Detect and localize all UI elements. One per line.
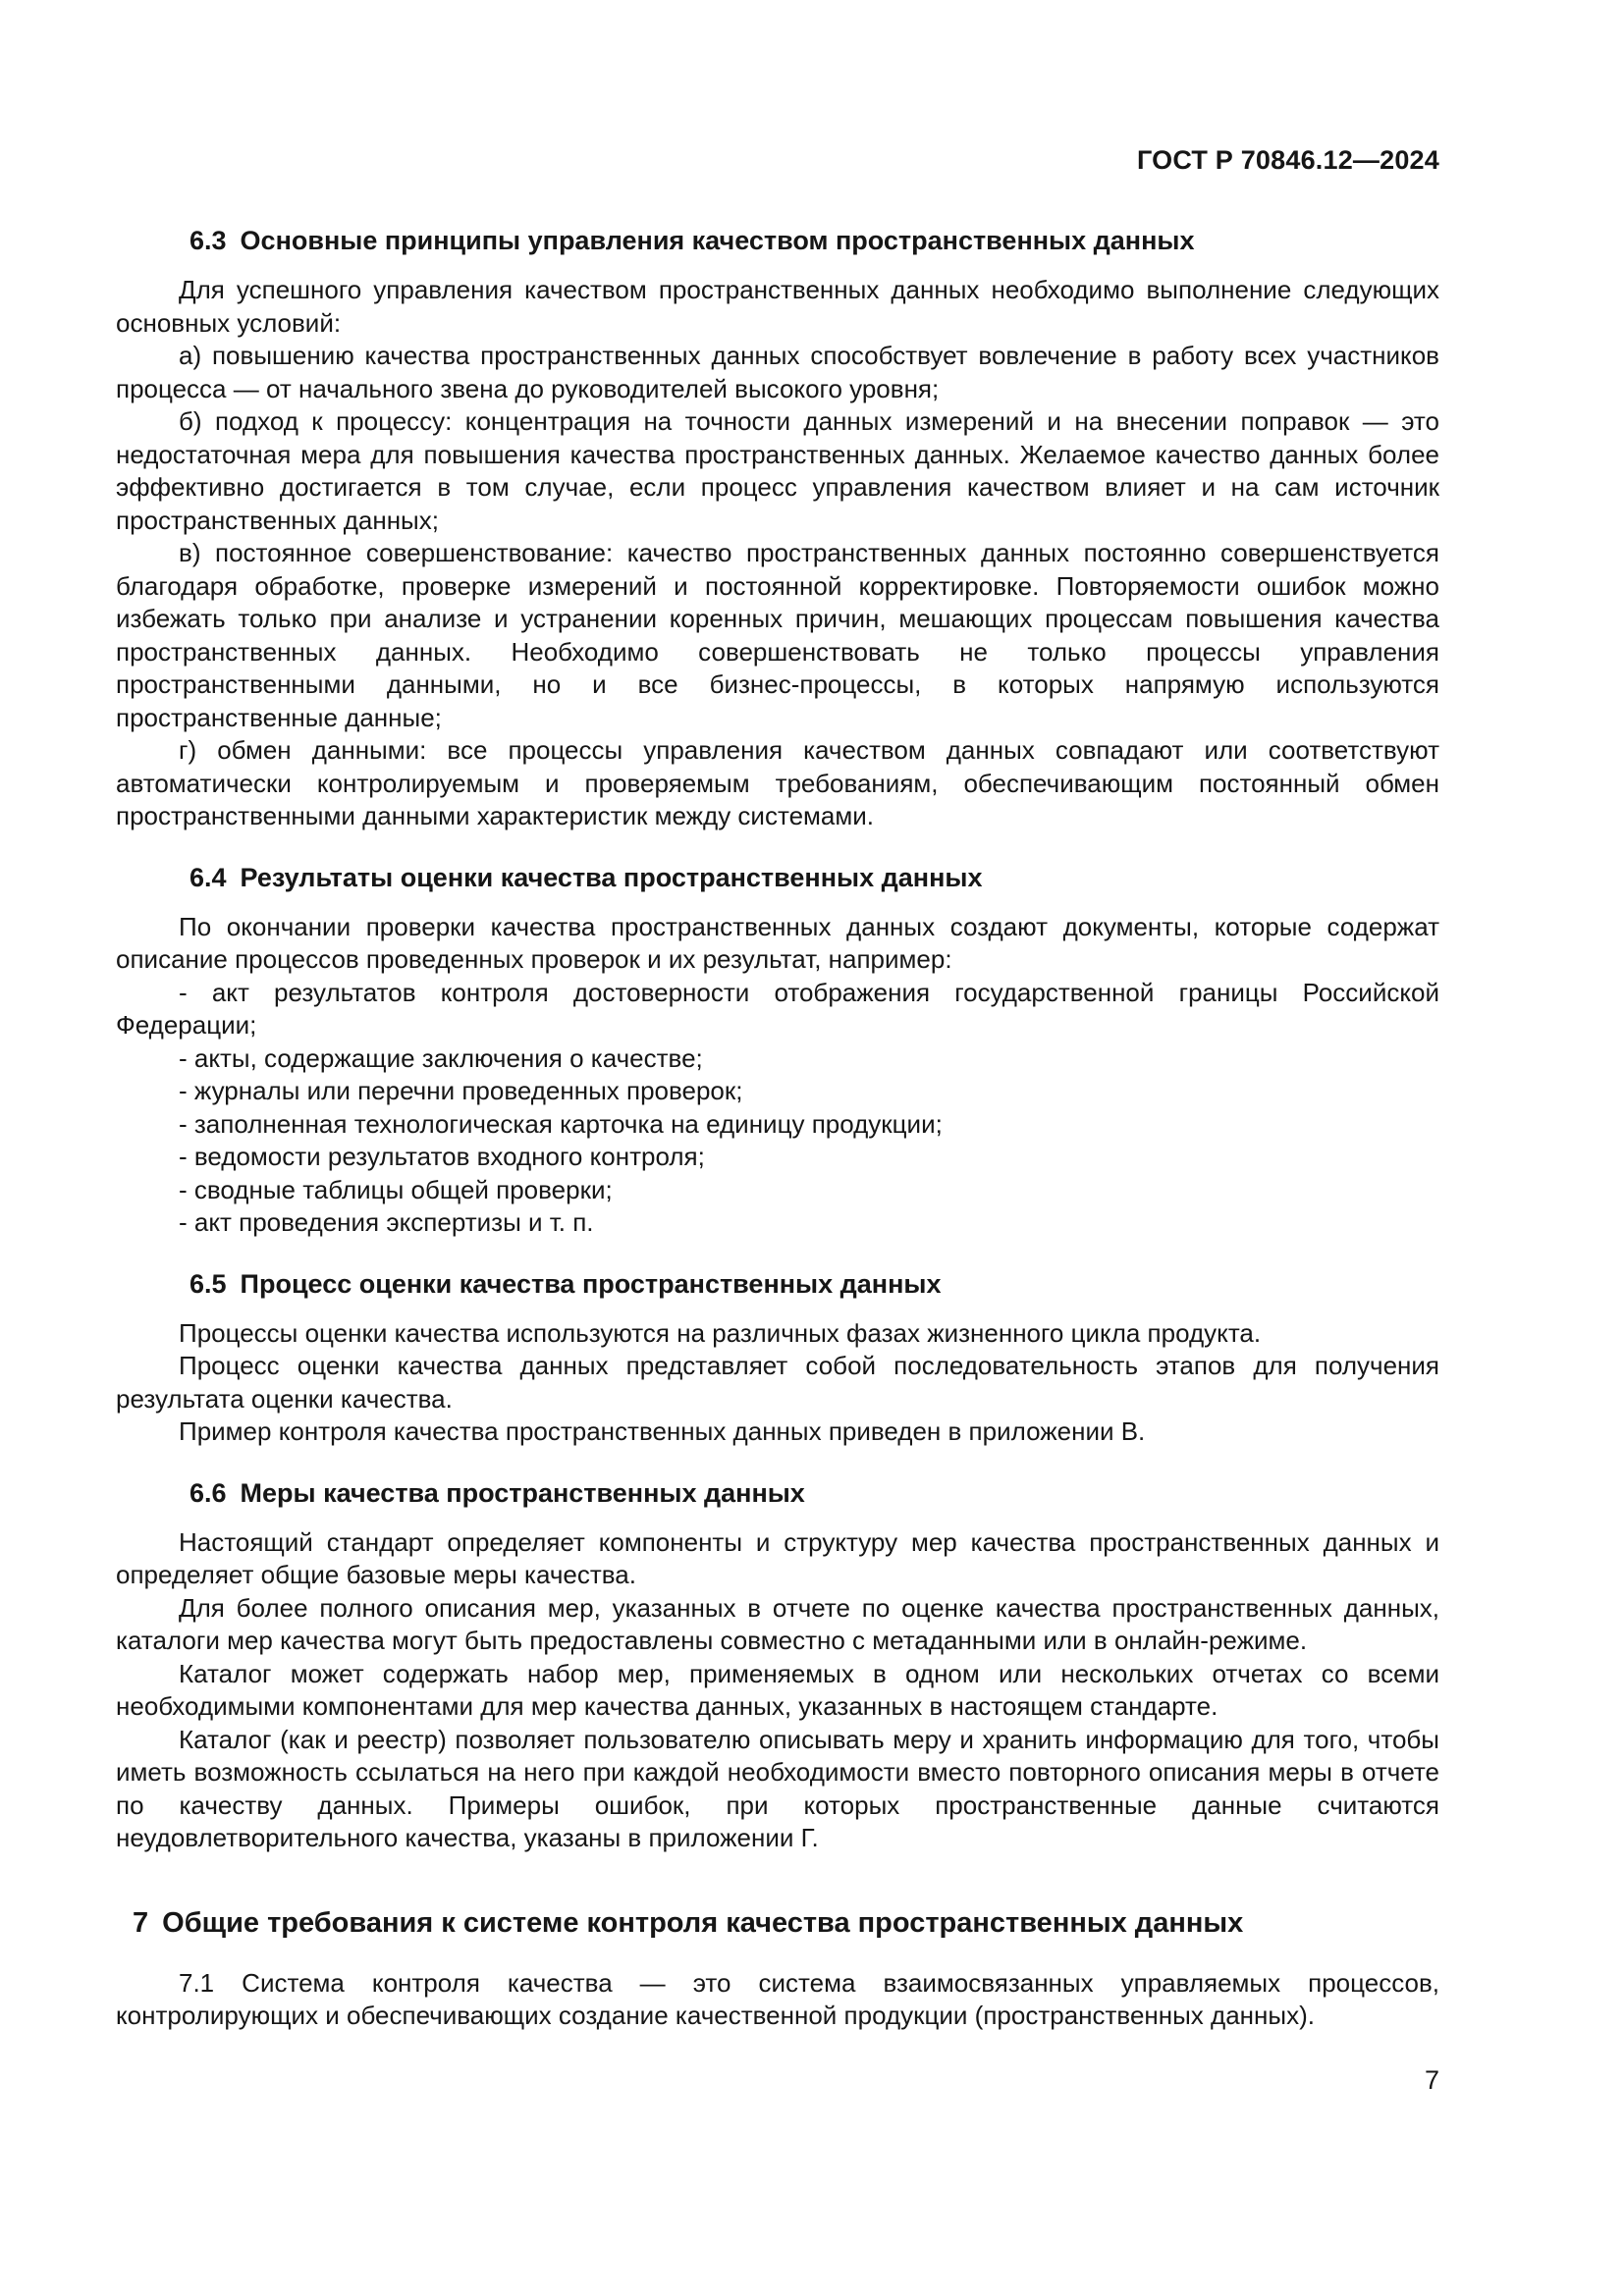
paragraph: По окончании проверки качества пространственных данных создают документы, которые содержат описание процессов проведенных проверок и их результат, например: bbox=[116, 911, 1439, 974]
list-item: - сводные таблицы общей проверки; bbox=[179, 1174, 613, 1204]
list-item: - акты, содержащие заключения о качестве; bbox=[179, 1042, 703, 1073]
section-heading-6-3 bbox=[116, 224, 1439, 257]
paragraph: Для более полного описания мер, указанных в отчете по оценке качества пространственных данных, каталоги мер качества могут быть предоставлены совместно с метаданными или в онлайн-режиме. bbox=[116, 1592, 1439, 1655]
paragraph: Каталог (как и реестр) позволяет пользователю описывать меру и хранить информацию для того, чтобы иметь возможность ссылаться на него при каждой необходимости вместо повторного описания меры в отчете по качеству данных. Примеры ошибок, при которых пространственные данные считаются неудовлетворительного качества, указаны в приложении Г. bbox=[116, 1724, 1439, 1852]
section-title: Процесс оценки качества пространственных данных bbox=[240, 1268, 942, 1299]
page-number: 7 bbox=[1424, 2065, 1439, 2095]
section-number: 6.4 bbox=[189, 862, 227, 892]
section-number: 7 bbox=[133, 1906, 149, 1939]
section-heading-6-6 bbox=[116, 1476, 1439, 1510]
section-heading-7 bbox=[116, 1902, 1272, 1945]
paragraph: Настоящий стандарт определяет компоненты и структуру мер качества пространственных данных и определяет общие базовые меры качества. bbox=[116, 1526, 1439, 1589]
section-title: Основные принципы управления качеством пространственных данных bbox=[240, 226, 1195, 255]
section-heading-6-4 bbox=[116, 861, 1439, 894]
list-item: - акт проведения экспертизы и т. п. bbox=[179, 1207, 594, 1237]
paragraph: Процессы оценки качества используются на различных фазах жизненного цикла продукта. bbox=[179, 1317, 1262, 1348]
section-number: 6.6 bbox=[189, 1477, 227, 1508]
section-title: Результаты оценки качества пространственных данных bbox=[240, 862, 983, 892]
page-content bbox=[116, 0, 1439, 2033]
section-heading-6-5 bbox=[116, 1267, 1439, 1301]
paragraph: Для успешного управления качеством пространственных данных необходимо выполнение следующих основных условий: bbox=[116, 275, 1439, 338]
list-item: б) подход к процессу: концентрация на точности данных измерений и на внесении поправок — это недостаточная мера для повышения качества пространственных данных. Желаемое качество данных более эффективно достигается в том случае, если процесс управления качеством влияет и на сам источник пространственных данных; bbox=[116, 406, 1439, 535]
paragraph: Каталог может содержать набор мер, применяемых в одном или нескольких отчетах со всеми необходимыми компонентами для мер качества данных, указанных в настоящем стандарте. bbox=[116, 1658, 1439, 1721]
list-item: в) постоянное совершенствование: качество пространственных данных постоянно совершенствуется благодаря обработке, проверке измерений и постоянной корректировке. Повторяемости ошибок можно избежать только при анализе и устранении коренных причин, мешающих процессам повышения качества пространственных данных. Необходимо совершенствовать не только процессы управления пространственными данными, но и все бизнес-процессы, в которых напрямую используются пространственные данные; bbox=[116, 538, 1439, 732]
section-number: 6.3 bbox=[189, 226, 227, 255]
section-title: Меры качества пространственных данных bbox=[240, 1477, 805, 1508]
list-item: - журналы или перечни проведенных проверок; bbox=[179, 1076, 743, 1105]
list-item: г) обмен данными: все процессы управления качеством данных совпадают или соответствуют автоматически контролируемым и проверяемым требованиям, обеспечивающим постоянный обмен пространственными данными характеристик между системами. bbox=[116, 735, 1439, 830]
list-item: - ведомости результатов входного контроля; bbox=[179, 1142, 705, 1171]
section-title: Общие требования к системе контроля качества пространственных данных bbox=[162, 1906, 1244, 1939]
running-header: ГОСТ Р 70846.12—2024 bbox=[1137, 145, 1439, 175]
list-item: а) повышению качества пространственных данных способствует вовлечение в работу всех участников процесса — от начального звена до руководителей высокого уровня; bbox=[116, 341, 1439, 403]
section-number: 6.5 bbox=[189, 1268, 227, 1299]
paragraph: Пример контроля качества пространственных данных приведен в приложении В. bbox=[179, 1416, 1146, 1446]
list-item: - заполненная технологическая карточка на единицу продукции; bbox=[179, 1108, 943, 1139]
list-item: - акт результатов контроля достоверности отображения государственной границы Российской Федерации; bbox=[116, 977, 1439, 1040]
paragraph: 7.1 Система контроля качества — это система взаимосвязанных управляемых процессов, контролирующих и обеспечивающих создание качественной продукции (пространственных данных). bbox=[116, 1967, 1439, 2030]
paragraph: Процесс оценки качества данных представляет собой последовательность этапов для получения результата оценки качества. bbox=[116, 1351, 1439, 1414]
